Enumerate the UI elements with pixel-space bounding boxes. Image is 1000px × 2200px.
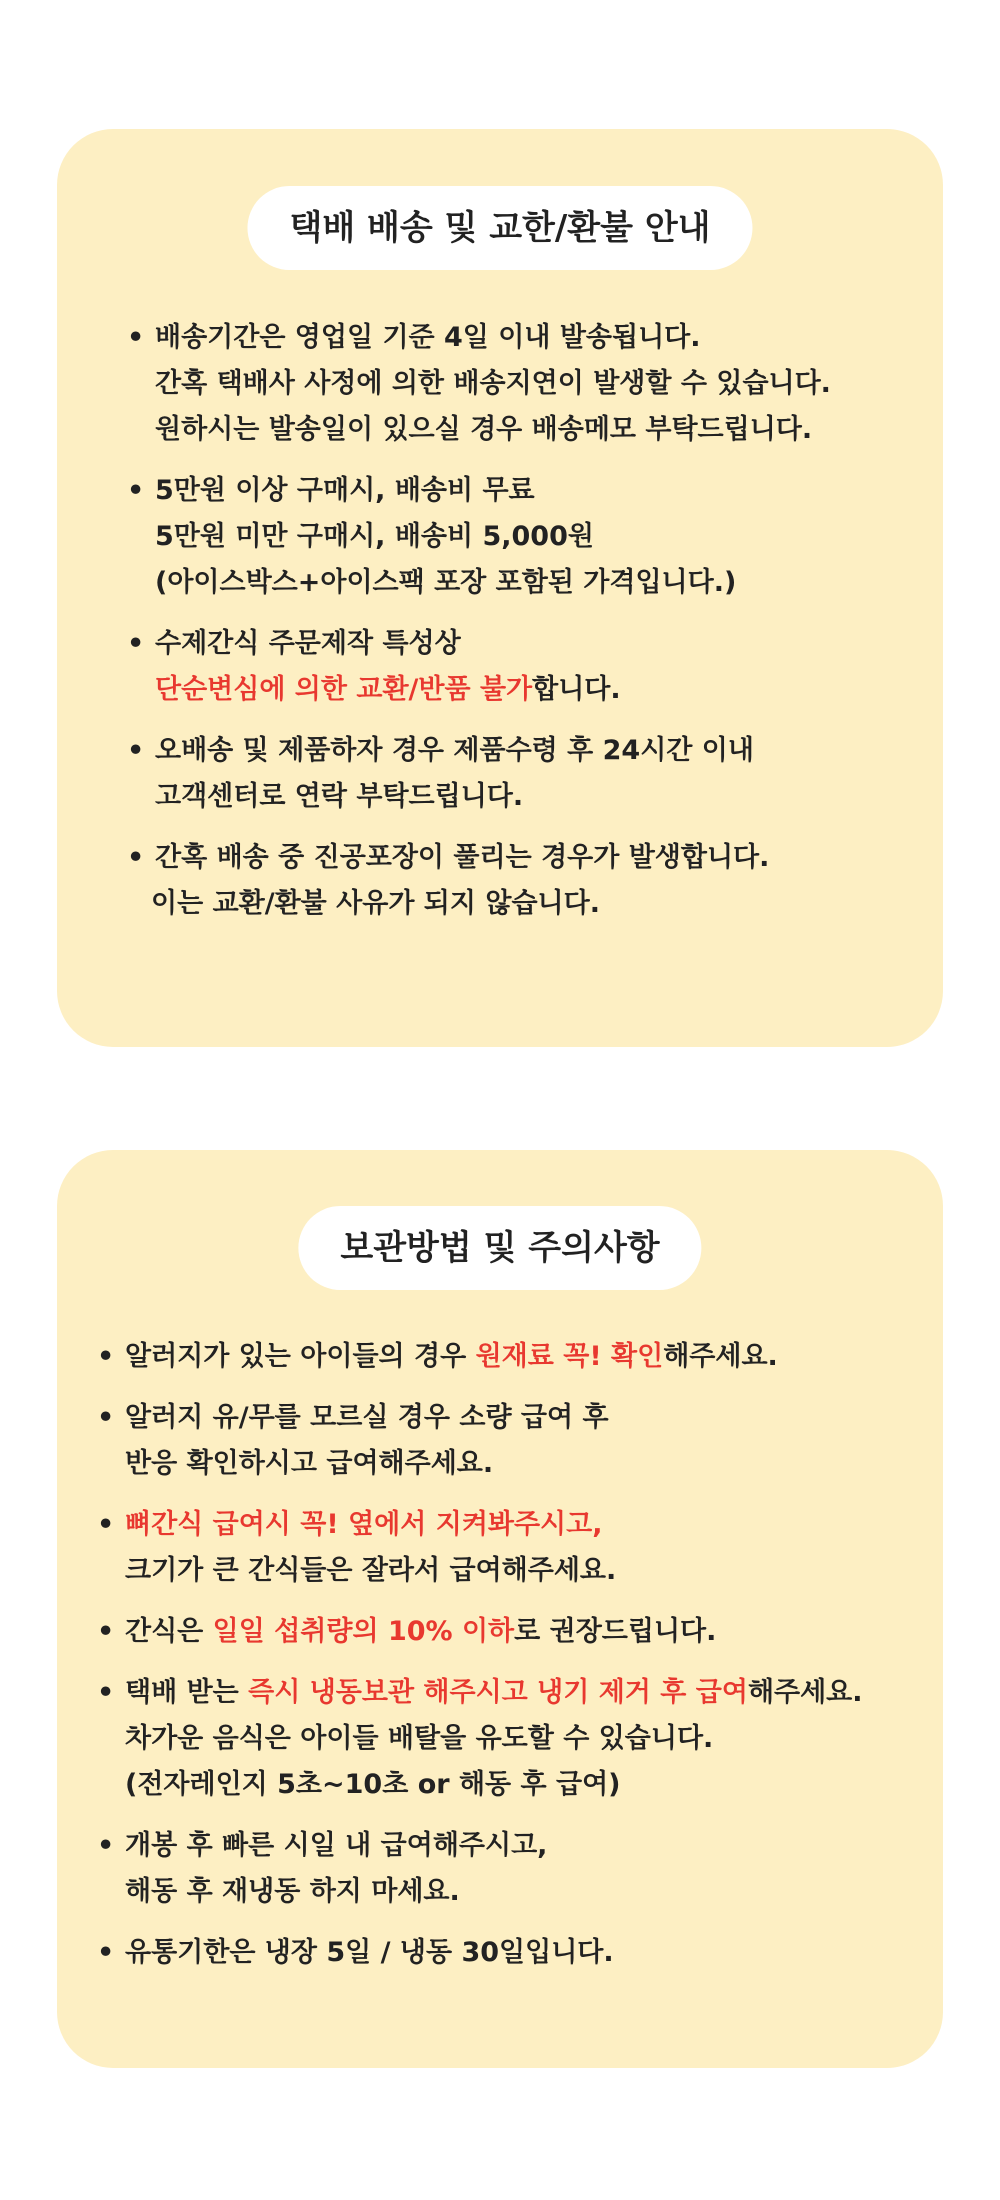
list-item-line xyxy=(125,1670,937,1716)
list-item-line xyxy=(125,1334,937,1380)
list-item-line: 차가운 음식은 아이들 배탈을 유도할 수 있습니다. xyxy=(125,1723,714,1754)
bullet-icon: • xyxy=(127,322,145,353)
list-item-line: 5만원 미만 구매시, 배송비 5,000원 xyxy=(155,521,594,552)
shipping-info-card xyxy=(57,129,943,1047)
list-item-text: 로 권장드립니다. xyxy=(514,1616,717,1647)
list-item-line: 유통기한은 냉장 5일 / 냉동 30일입니다. xyxy=(125,1937,614,1968)
list-item-line: 반응 확인하시고 급여해주세요. xyxy=(125,1448,494,1479)
list-item xyxy=(97,1395,937,1487)
list-item-line: 고객센터로 연락 부탁드립니다. xyxy=(155,781,524,812)
list-item-text: 해주세요. xyxy=(663,1341,778,1372)
list-item-text: 택배 받는 xyxy=(125,1677,249,1708)
bullet-icon: • xyxy=(97,1616,115,1647)
storage-info-card xyxy=(57,1150,943,2068)
list-item-text: 간식은 xyxy=(125,1616,213,1647)
list-item-text: 합니다. xyxy=(532,674,621,705)
list-item-line: 크기가 큰 간식들은 잘라서 급여해주세요. xyxy=(125,1555,617,1586)
list-item xyxy=(97,1670,937,1808)
list-item-line: 이는 교환/환불 사유가 되지 않습니다. xyxy=(151,888,600,919)
highlight-text: 일일 섭취량의 10% 이하 xyxy=(212,1616,515,1647)
list-item xyxy=(97,1334,937,1380)
storage-info-title: 보관방법 및 주의사항 xyxy=(298,1206,701,1290)
list-item-text: 알러지가 있는 아이들의 경우 xyxy=(125,1341,476,1372)
list-item-line: (전자레인지 5초~10초 or 해동 후 급여) xyxy=(125,1769,621,1800)
list-item xyxy=(127,728,927,820)
list-item-line: 원하시는 발송일이 있으실 경우 배송메모 부탁드립니다. xyxy=(155,414,813,445)
bullet-icon: • xyxy=(127,475,145,506)
shipping-info-list xyxy=(127,315,927,942)
list-item-line: 알러지 유/무를 모르실 경우 소량 급여 후 xyxy=(125,1402,609,1433)
highlight-text: 원재료 꼭! 확인 xyxy=(475,1341,664,1372)
bullet-icon: • xyxy=(97,1341,115,1372)
list-item xyxy=(97,1823,937,1915)
list-item xyxy=(127,835,927,927)
list-item-text: 해주세요. xyxy=(747,1677,863,1708)
list-item xyxy=(97,1930,937,1976)
list-item-line: 해동 후 재냉동 하지 마세요. xyxy=(125,1876,460,1907)
list-item-line: 개봉 후 빠른 시일 내 급여해주시고, xyxy=(125,1830,548,1861)
shipping-info-title: 택배 배송 및 교한/환불 안내 xyxy=(247,186,752,270)
list-item-line: 5만원 이상 구매시, 배송비 무료 xyxy=(155,475,535,506)
list-item xyxy=(97,1502,937,1594)
list-item-line: 오배송 및 제품하자 경우 제품수령 후 24시간 이내 xyxy=(155,735,754,766)
highlight-text: 뼈간식 급여시 꼭! 옆에서 지켜봐주시고, xyxy=(125,1509,603,1540)
list-item-line: 간혹 택배사 사정에 의한 배송지연이 발생할 수 있습니다. xyxy=(155,368,831,399)
list-item-line: (아이스박스+아이스팩 포장 포함된 가격입니다.) xyxy=(155,567,737,598)
bullet-icon: • xyxy=(127,628,145,659)
list-item xyxy=(127,315,927,453)
highlight-text: 단순변심에 의한 교환/반품 불가 xyxy=(155,674,533,705)
list-item xyxy=(97,1609,937,1655)
bullet-icon: • xyxy=(97,1830,115,1861)
list-item-line: 간혹 배송 중 진공포장이 풀리는 경우가 발생합니다. xyxy=(155,842,770,873)
storage-info-list xyxy=(97,1334,937,1991)
list-item-line xyxy=(125,1609,937,1655)
bullet-icon: • xyxy=(127,735,145,766)
list-item-line xyxy=(155,667,927,713)
bullet-icon: • xyxy=(97,1509,115,1540)
bullet-icon: • xyxy=(97,1402,115,1433)
bullet-icon: • xyxy=(97,1937,115,1968)
list-item-line: 수제간식 주문제작 특성상 xyxy=(155,628,461,659)
bullet-icon: • xyxy=(97,1677,115,1708)
list-item xyxy=(127,468,927,606)
highlight-text: 즉시 냉동보관 해주시고 냉기 제거 후 급여 xyxy=(248,1677,748,1708)
bullet-icon: • xyxy=(127,842,145,873)
list-item xyxy=(127,621,927,713)
list-item-line: 배송기간은 영업일 기준 4일 이내 발송됩니다. xyxy=(155,322,701,353)
